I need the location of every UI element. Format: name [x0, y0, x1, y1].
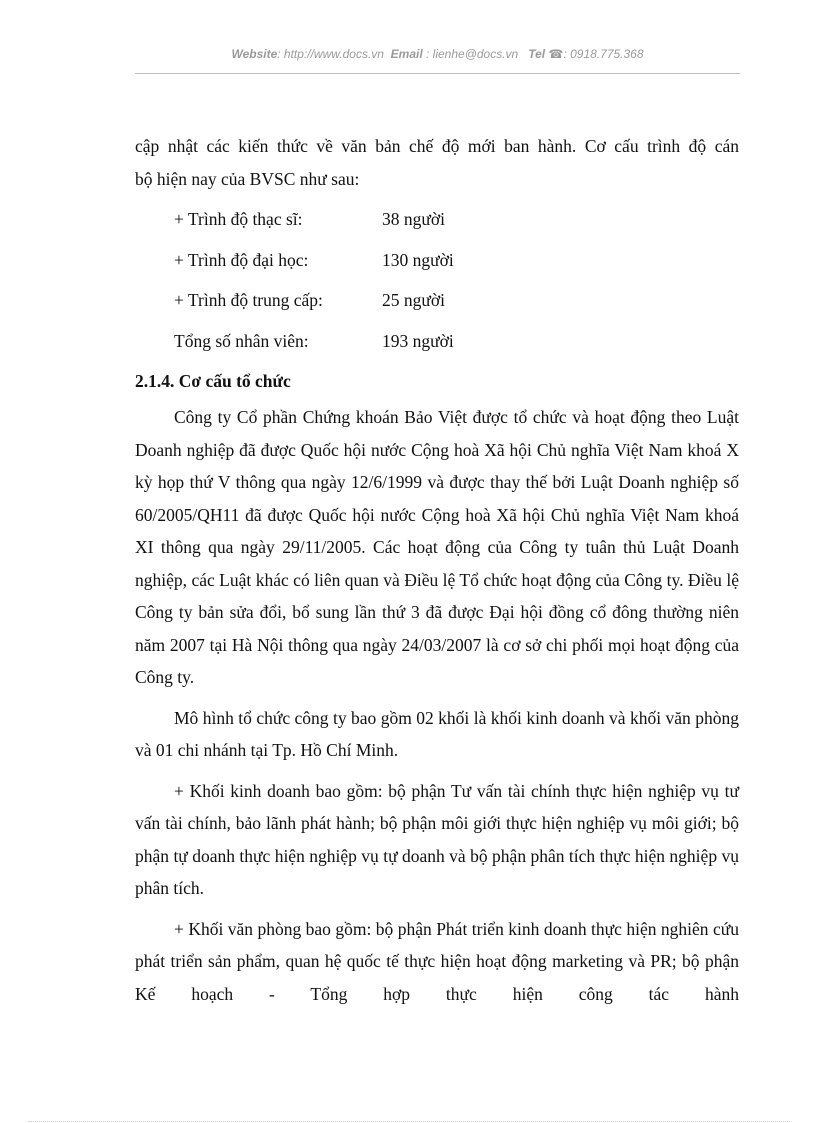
stat-row: [174, 240, 739, 281]
paragraph-legal-basis: Công ty Cổ phần Chứng khoán Bảo Việt được tổ chức và hoạt động theo Luật Doanh nghiệp đã được Quốc hội nước Cộng hoà Xã hội Chủ nghĩa Việt Nam khoá X kỳ họp thứ V thông qua ngày 12/6/1999 và được thay thế bởi Luật Doanh nghiệp số 60/2005/QH11 đã được Quốc hội nước Cộng hoà Xã hội Chủ nghĩa Việt Nam khoá XI thông qua ngày 29/11/2005. Các hoạt động của Công ty tuân thủ Luật Doanh nghiệp, các Luật khác có liên quan và Điều lệ Tổ chức hoạt động của Công ty. Điều lệ Công ty bản sửa đổi, bổ sung lần thứ 3 đã được Đại hội đồng cổ đông thường niên năm 2007 tại Hà Nội thông qua ngày 24/03/2007 là cơ sở chi phối mọi hoạt động của Công ty.: [135, 407, 739, 687]
paragraph-business-block: + Khối kinh doanh bao gồm: bộ phận Tư vấn tài chính thực hiện nghiệp vụ tư vấn tài chính, bảo lãnh phát hành; bộ phận môi giới thực hiện nghiệp vụ môi giới; bộ phận tự doanh thực hiện nghiệp vụ tự doanh và bộ phận phân tích thực hiện nghiệp vụ phân tích.: [135, 780, 739, 898]
paragraph-org-model: Mô hình tổ chức công ty bao gồm 02 khối là khối kinh doanh và khối văn phòng và 01 chi nhánh tại Tp. Hồ Chí Minh.: [135, 707, 739, 760]
email-label: Email: [390, 47, 423, 61]
tel-value: : 0918.775.368: [563, 47, 644, 61]
stat-row: [174, 280, 739, 321]
section-heading: 2.1.4. Cơ cấu tổ chức: [135, 371, 291, 391]
stat-label: + Trình độ thạc sĩ:: [174, 209, 303, 229]
website-label: Website: [231, 47, 278, 61]
stat-row: [174, 321, 739, 362]
website-value: : http://www.docs.vn: [277, 47, 384, 61]
intro-line-1: cập nhật các kiến thức về văn bản chế độ mới ban hành. Cơ cấu trình độ cán: [135, 136, 739, 156]
page-header: [135, 47, 740, 61]
stat-label: + Trình độ trung cấp:: [174, 290, 323, 310]
stat-label: Tổng số nhân viên:: [174, 330, 309, 351]
staff-stats: [135, 199, 739, 361]
email-value: : lienhe@docs.vn: [426, 47, 519, 61]
tel-label: Tel: [528, 47, 546, 61]
stat-row: [174, 199, 739, 240]
paragraph-office-block: + Khối văn phòng bao gồm: bộ phận Phát triển kinh doanh thực hiện nghiên cứu phát triển sản phẩm, quan hệ quốc tế thực hiện hoạt động marketing và PR; bộ phận Kế hoạch - Tổng hợp thực hiện công tác hành: [135, 918, 739, 1004]
stat-label: + Trình độ đại học:: [174, 249, 309, 270]
stat-value: 193 người: [382, 330, 454, 351]
phone-icon: ☎: [548, 47, 564, 61]
intro-line-2: bộ hiện nay của BVSC như sau:: [135, 168, 360, 189]
header-divider: [135, 73, 740, 74]
stat-value: 38 người: [382, 209, 445, 229]
document-body: [135, 130, 739, 1010]
footer-divider: [28, 1121, 790, 1122]
stat-value: 130 người: [382, 249, 454, 270]
stat-value: 25 người: [382, 290, 445, 310]
